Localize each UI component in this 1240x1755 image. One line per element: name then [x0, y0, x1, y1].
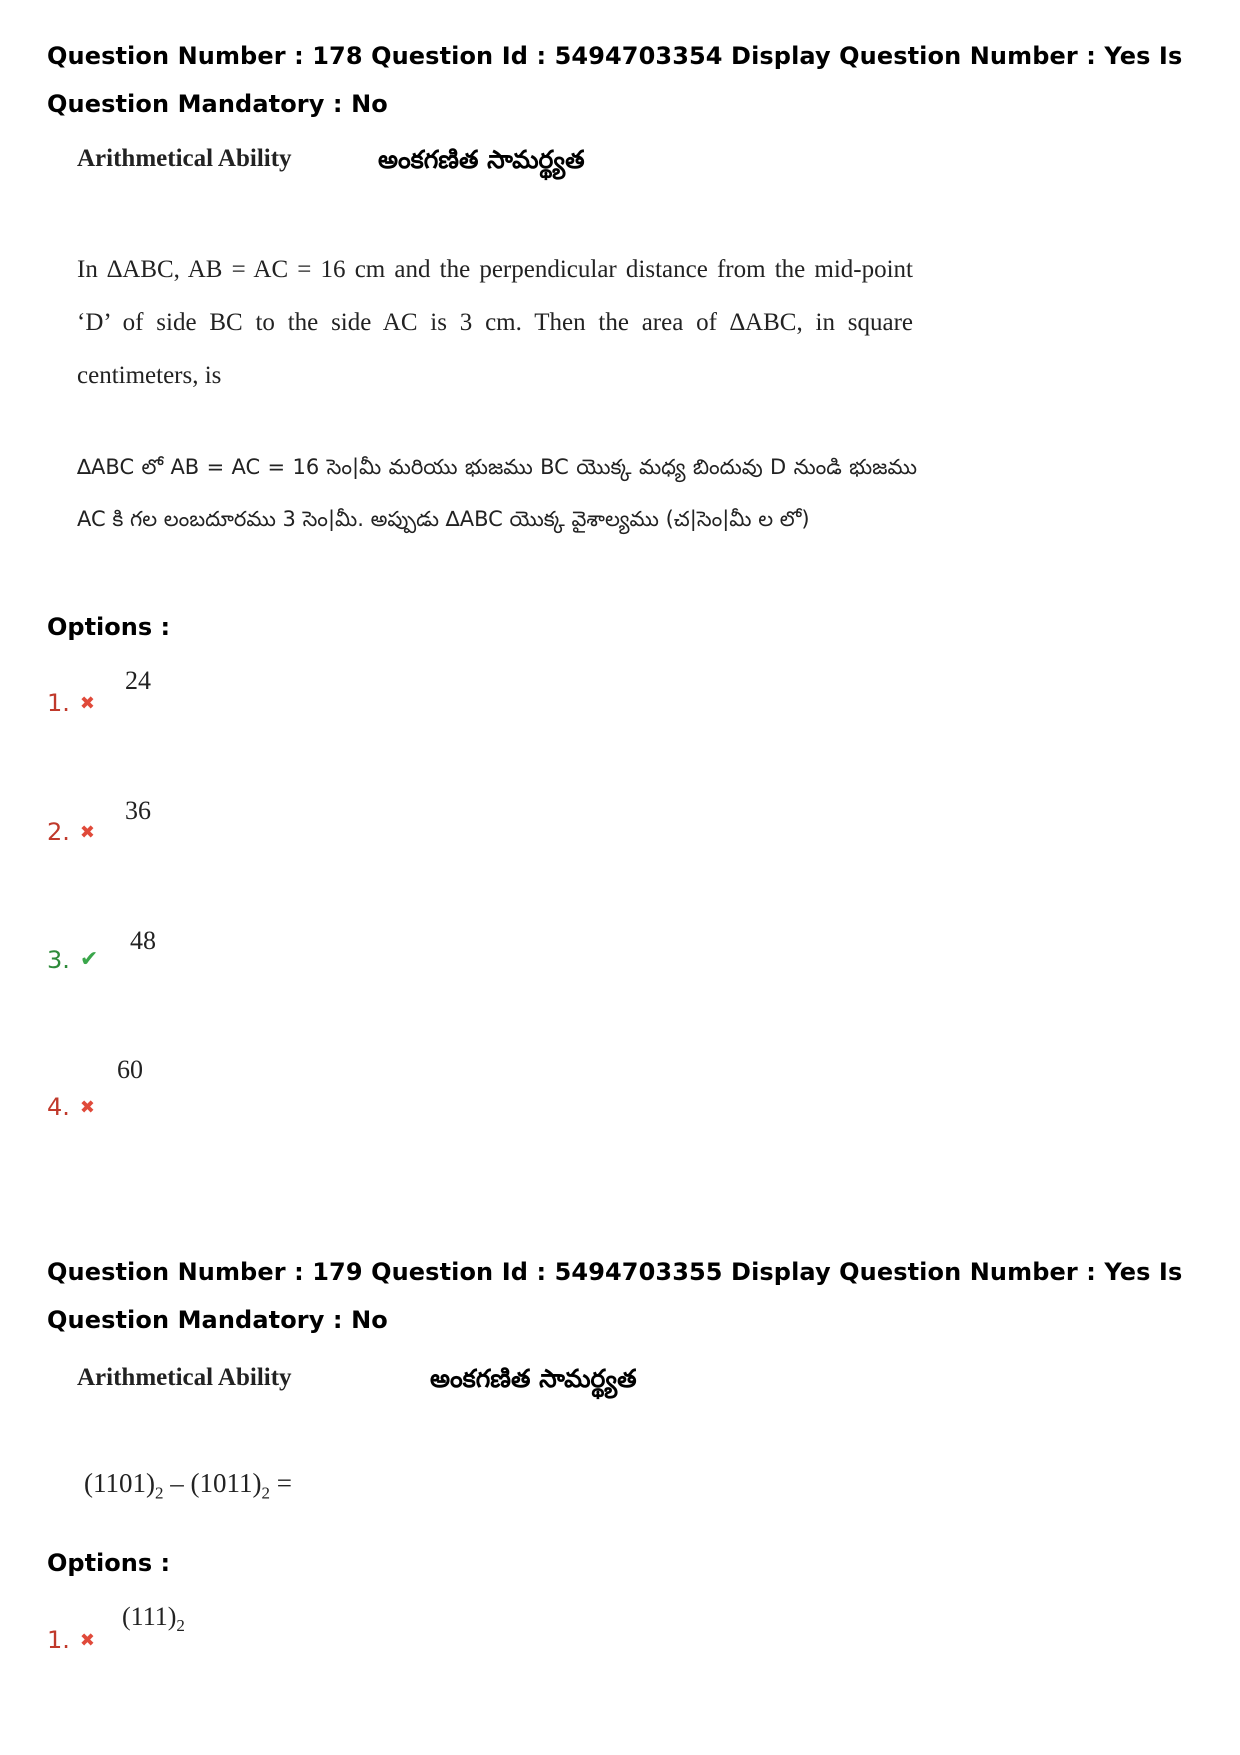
cross-icon: ✖: [79, 822, 95, 843]
expr-operand: (1011): [190, 1468, 262, 1498]
option-value: 36: [125, 796, 151, 825]
option-value: 48: [130, 926, 156, 955]
option-value: 60: [117, 1055, 143, 1084]
expr-equals: =: [269, 1468, 292, 1498]
option-number: 3.: [47, 946, 70, 974]
option-3: [47, 946, 98, 974]
expr-base: 2: [154, 1483, 164, 1503]
option-1: [47, 689, 95, 717]
option-value-text: (111): [122, 1602, 177, 1631]
option-4: [47, 1093, 95, 1121]
question-text-en: In ∆ABC, AB = AC = 16 cm and the perpendicular distance from the mid-point ‘D’ of side BC to the side AC is 3 cm. Then the area of ∆ABC, in square centimeters, is: [77, 256, 913, 389]
option-number: 2.: [47, 818, 70, 846]
question-header: Question Number : 179 Question Id : 5494703355 Display Question Number : Yes Is Question Mandatory : No: [47, 1258, 1183, 1334]
expr-operand: (1101): [84, 1468, 155, 1498]
subject-label-te: అంకగణిత సామర్థ్యత: [378, 145, 585, 174]
option-number: 1.: [47, 689, 70, 717]
question-expression: [84, 1468, 292, 1503]
cross-icon: ✖: [79, 693, 95, 714]
option-value: [122, 1602, 185, 1636]
subject-label-en: Arithmetical Ability: [77, 145, 292, 172]
option-2: [47, 818, 95, 846]
expr-operator: –: [163, 1468, 191, 1498]
cross-icon: ✖: [79, 1630, 95, 1651]
expr-base: 2: [261, 1483, 270, 1503]
cross-icon: ✖: [79, 1097, 95, 1118]
options-label: Options :: [47, 613, 171, 641]
option-value-base: 2: [176, 1616, 185, 1636]
check-icon: ✔: [79, 947, 99, 972]
option-value: 24: [125, 666, 151, 695]
subject-label-en: Arithmetical Ability: [77, 1364, 292, 1391]
option-number: 4.: [47, 1093, 70, 1121]
question-text-te: ∆ABC లో AB = AC = 16 సెం|మీ మరియు భుజము BC యొక్క మధ్య బిందువు D నుండి భుజము AC కి గల లంబదూరము 3 సెం|మీ. అప్పుడు ∆ABC యొక్క వైశాల్యము (చ|సెం|మీ ల లో): [77, 455, 917, 531]
options-label: Options :: [47, 1549, 171, 1577]
question-header: Question Number : 178 Question Id : 5494703354 Display Question Number : Yes Is Question Mandatory : No: [47, 42, 1183, 118]
option-number: 1.: [47, 1626, 70, 1654]
subject-label-te: అంకగణిత సామర్థ్యత: [430, 1364, 637, 1393]
option-1: [47, 1626, 95, 1654]
